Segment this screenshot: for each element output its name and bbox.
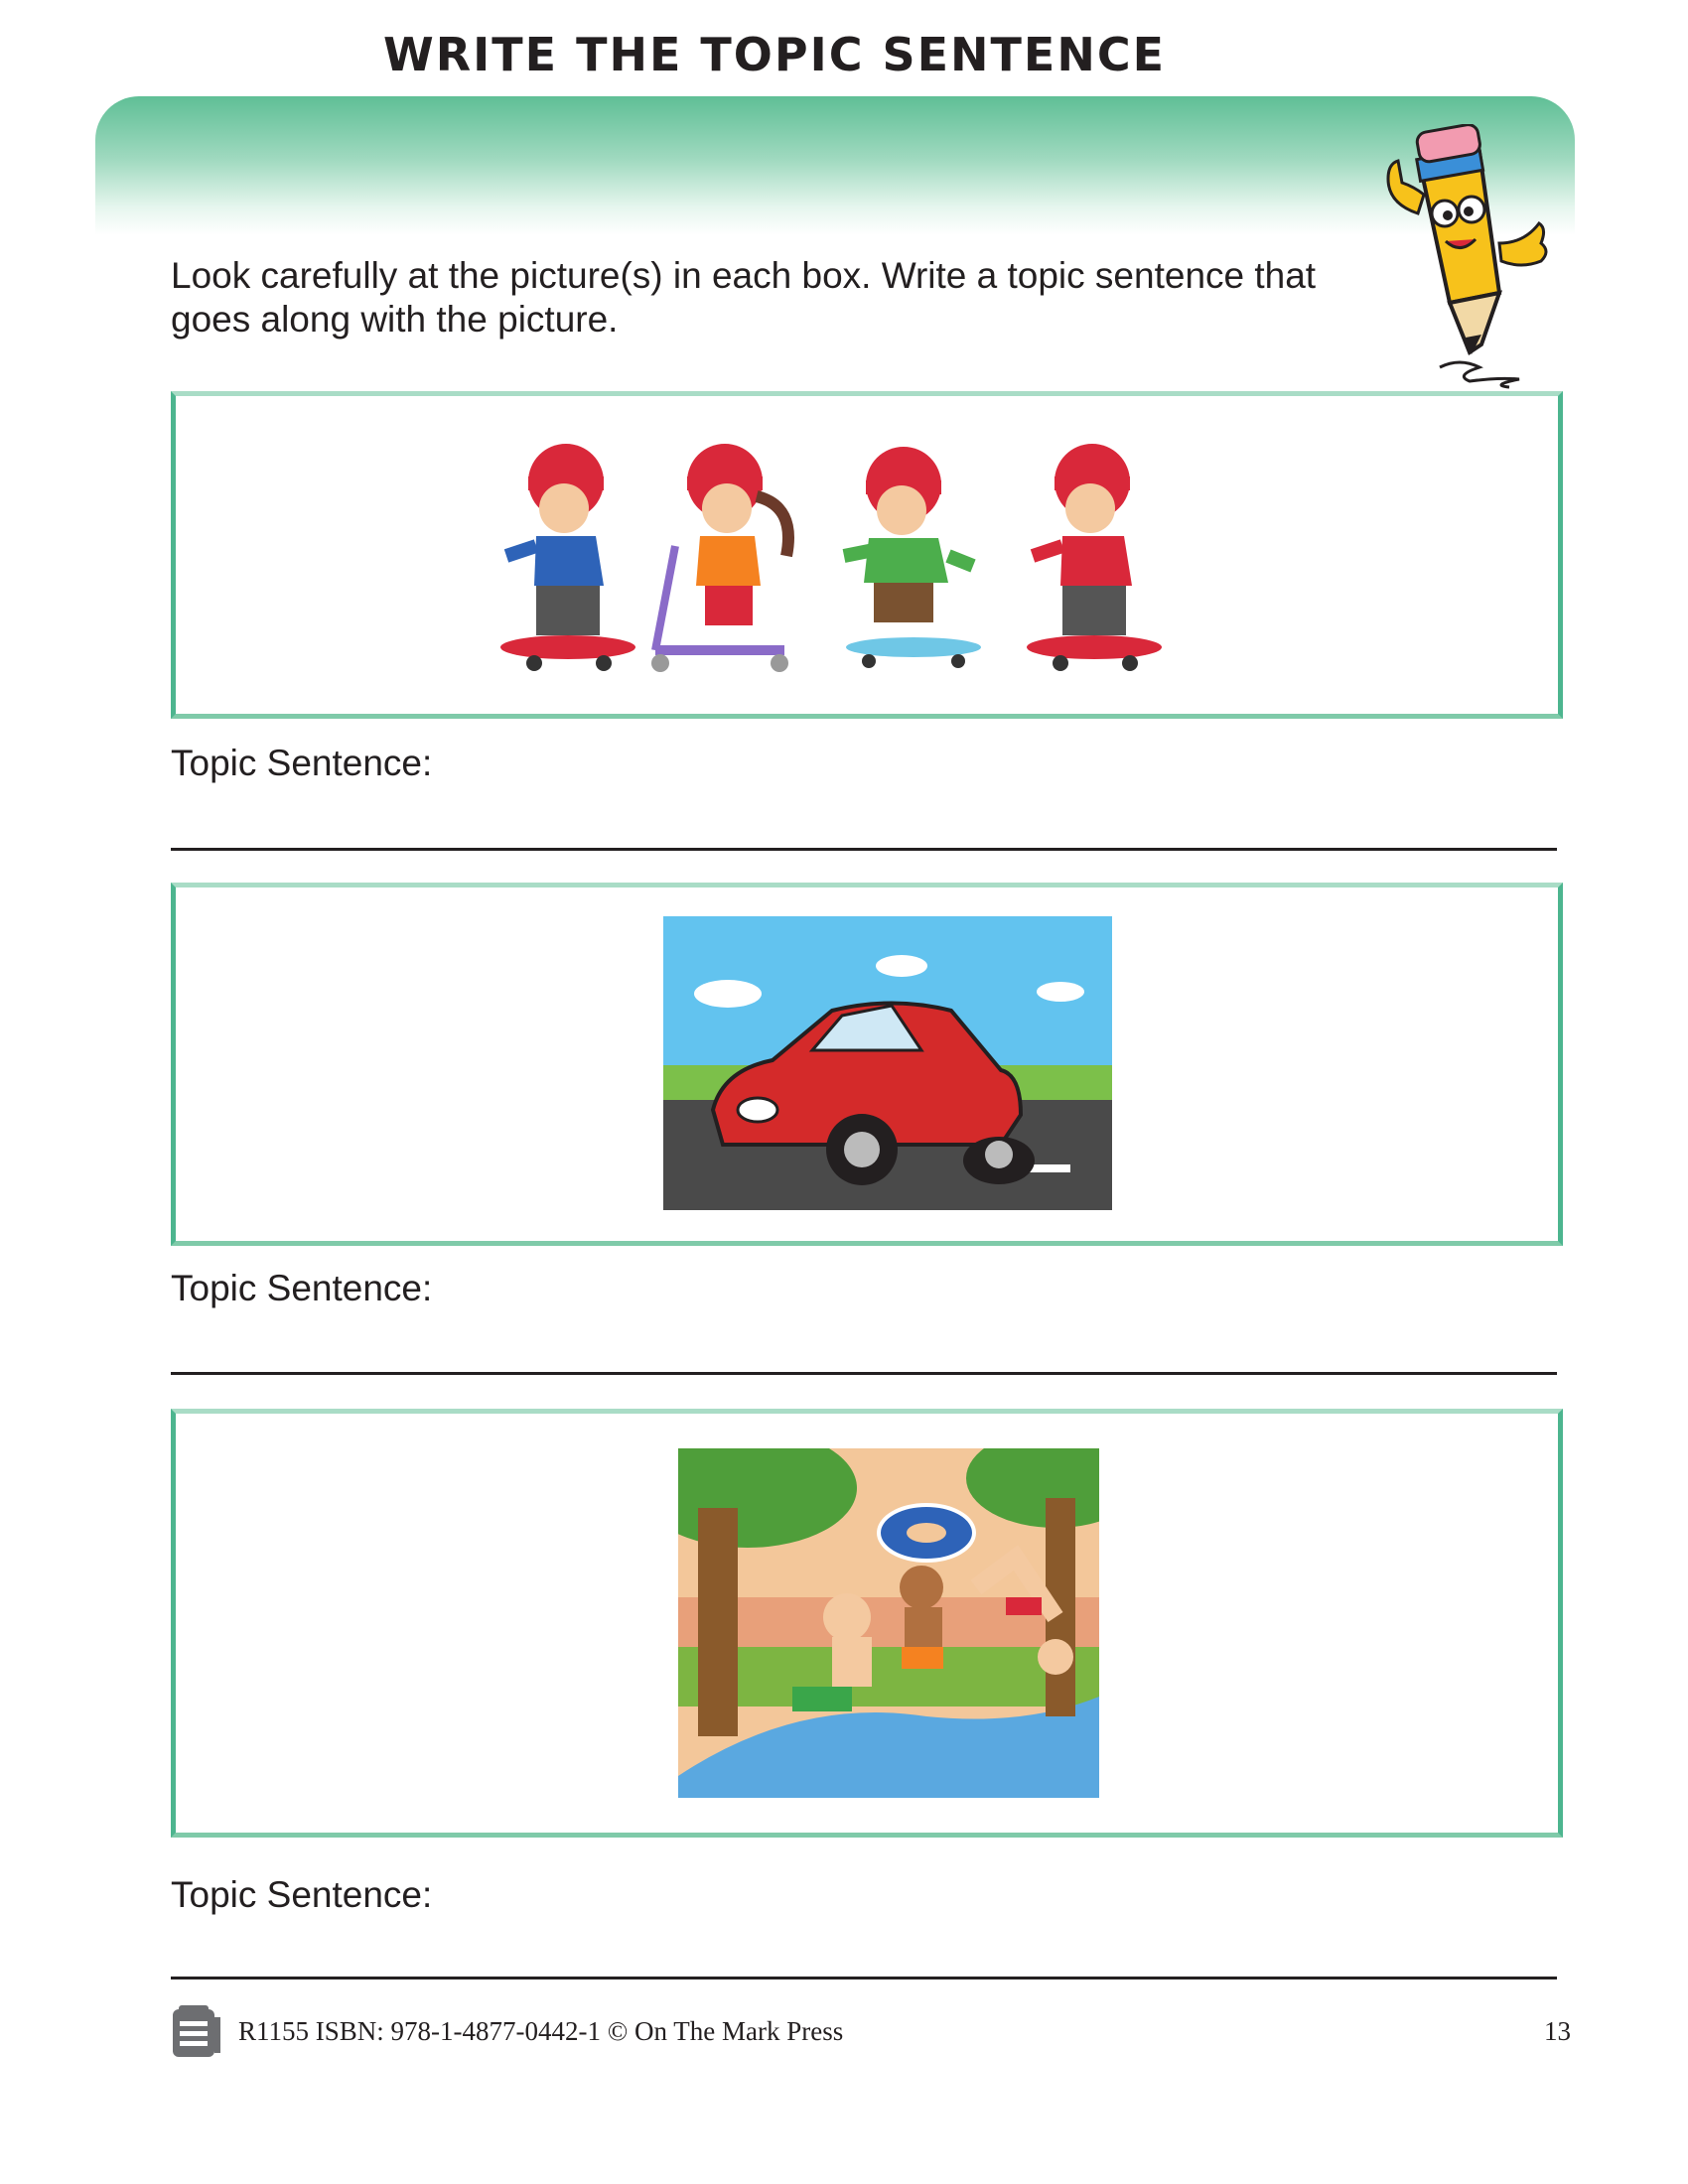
page-footer	[171, 2003, 1571, 2063]
footer-credit: R1155 ISBN: 978-1-4877-0442-1 © On The Mark Press	[238, 2016, 844, 2046]
topic-sentence-label: Topic Sentence:	[171, 1268, 433, 1308]
kids-skating-picture	[496, 427, 1271, 685]
flat-tire-car-picture	[663, 916, 1112, 1210]
writing-line[interactable]	[171, 1372, 1557, 1375]
book-logo-icon	[171, 2003, 222, 2059]
kid-skater-red	[1027, 444, 1162, 671]
kids-jumping-in-river-picture	[678, 1448, 1099, 1798]
writing-line[interactable]	[171, 848, 1557, 851]
page-number: 13	[1544, 2016, 1571, 2046]
header-banner	[95, 96, 1575, 235]
page-title: WRITE THE TOPIC SENTENCE	[382, 28, 1167, 81]
topic-sentence-label: Topic Sentence:	[171, 1874, 433, 1915]
writing-line[interactable]	[171, 1977, 1557, 1979]
kid-scooter-orange	[651, 444, 788, 672]
kid-skater-blue	[500, 444, 635, 671]
topic-sentence-label: Topic Sentence:	[171, 743, 433, 783]
instructions-text: Look carefully at the picture(s) in each box. Write a topic sentence that goes along with the picture.	[171, 255, 1317, 340]
kid-skateboard-green	[844, 447, 981, 668]
